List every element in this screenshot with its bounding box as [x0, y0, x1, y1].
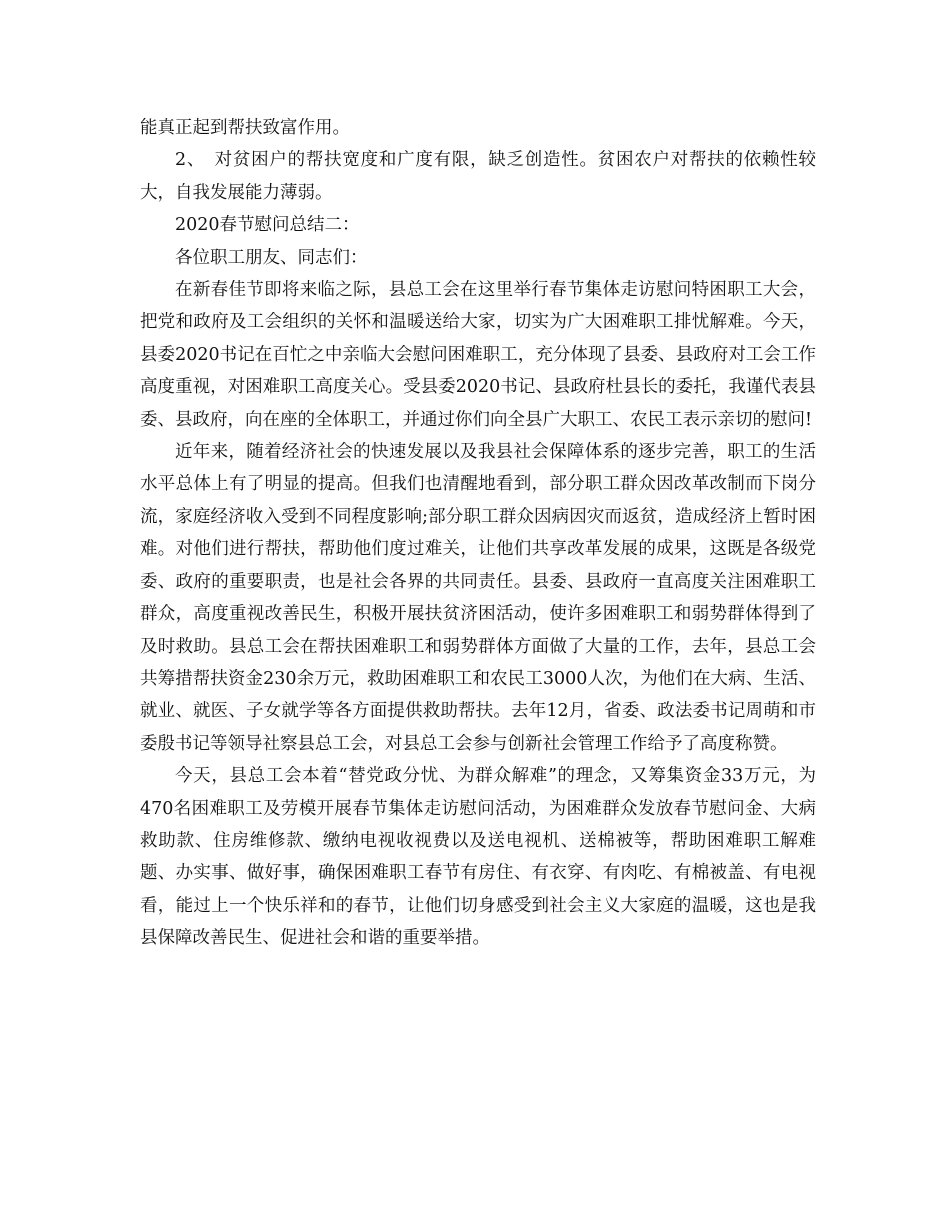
paragraph-point-2: 2、 对贫困户的帮扶宽度和广度有限，缺乏创造性。贫困农户对帮扶的依赖性较大，自我发展能力薄弱。: [140, 150, 816, 203]
paragraph-intro: 在新春佳节即将来临之际，县总工会在这里举行春节集体走访慰问特困职工大会，把党和政府及工会组织的关怀和温暖送给大家，切实为广大困难职工排忧解难。今天，县委2020书记在百忙之中亲临大会慰问困难职工，充分体现了县委、县政府对工会工作高度重视，对困难职工高度关心。受县委2020书记、县政府杜县长的委托，我谨代表县委、县政府，向在座的全体职工，并通过你们向全县广大职工、农民工表示亲切的慰问!: [140, 280, 816, 430]
document-body: [140, 112, 816, 955]
paragraph-today: 今天，县总工会本着“替党政分忧、为群众解难”的理念，又筹集资金33万元，为470名困难职工及劳模开展春节集体走访慰问活动，为困难群众发放春节慰问金、大病救助款、住房维修款、缴纳电视收视费以及送电视机、送棉被等，帮助困难职工解难题、办实事、做好事，确保困难职工春节有房住、有衣穿、有肉吃、有棉被盖、有电视看，能过上一个快乐祥和的春节，让他们切身感受到社会主义大家庭的温暖，这也是我县保障改善民生、促进社会和谐的重要举措。: [140, 766, 816, 949]
paragraph-continuation: 能真正起到帮扶致富作用。: [140, 118, 350, 138]
paragraph-recent-years: 近年来，随着经济社会的快速发展以及我县社会保障体系的逐步完善，职工的生活水平总体上有了明显的提高。但我们也清醒地看到，部分职工群众因改革改制而下岗分流，家庭经济收入受到不同程度影响;部分职工群众因病因灾而返贫，造成经济上暂时困难。对他们进行帮扶，帮助他们度过难关，让他们共享改革发展的成果，这既是各级党委、政府的重要职责，也是社会各界的共同责任。县委、县政府一直高度关注困难职工群众，高度重视改善民生，积极开展扶贫济困活动，使许多困难职工和弱势群体得到了及时救助。县总工会在帮扶困难职工和弱势群体方面做了大量的工作，去年，县总工会共筹措帮扶资金230余万元，救助困难职工和农民工3000人次，为他们在大病、生活、就业、就医、子女就学等各方面提供救助帮扶。去年12月，省委、政法委书记周萌和市委殷书记等领导社察县总工会，对县总工会参与创新社会管理工作给予了高度称赞。: [140, 442, 816, 754]
salutation: 各位职工朋友、同志们：: [175, 247, 368, 268]
section-heading: 2020春节慰问总结二：: [175, 215, 360, 236]
